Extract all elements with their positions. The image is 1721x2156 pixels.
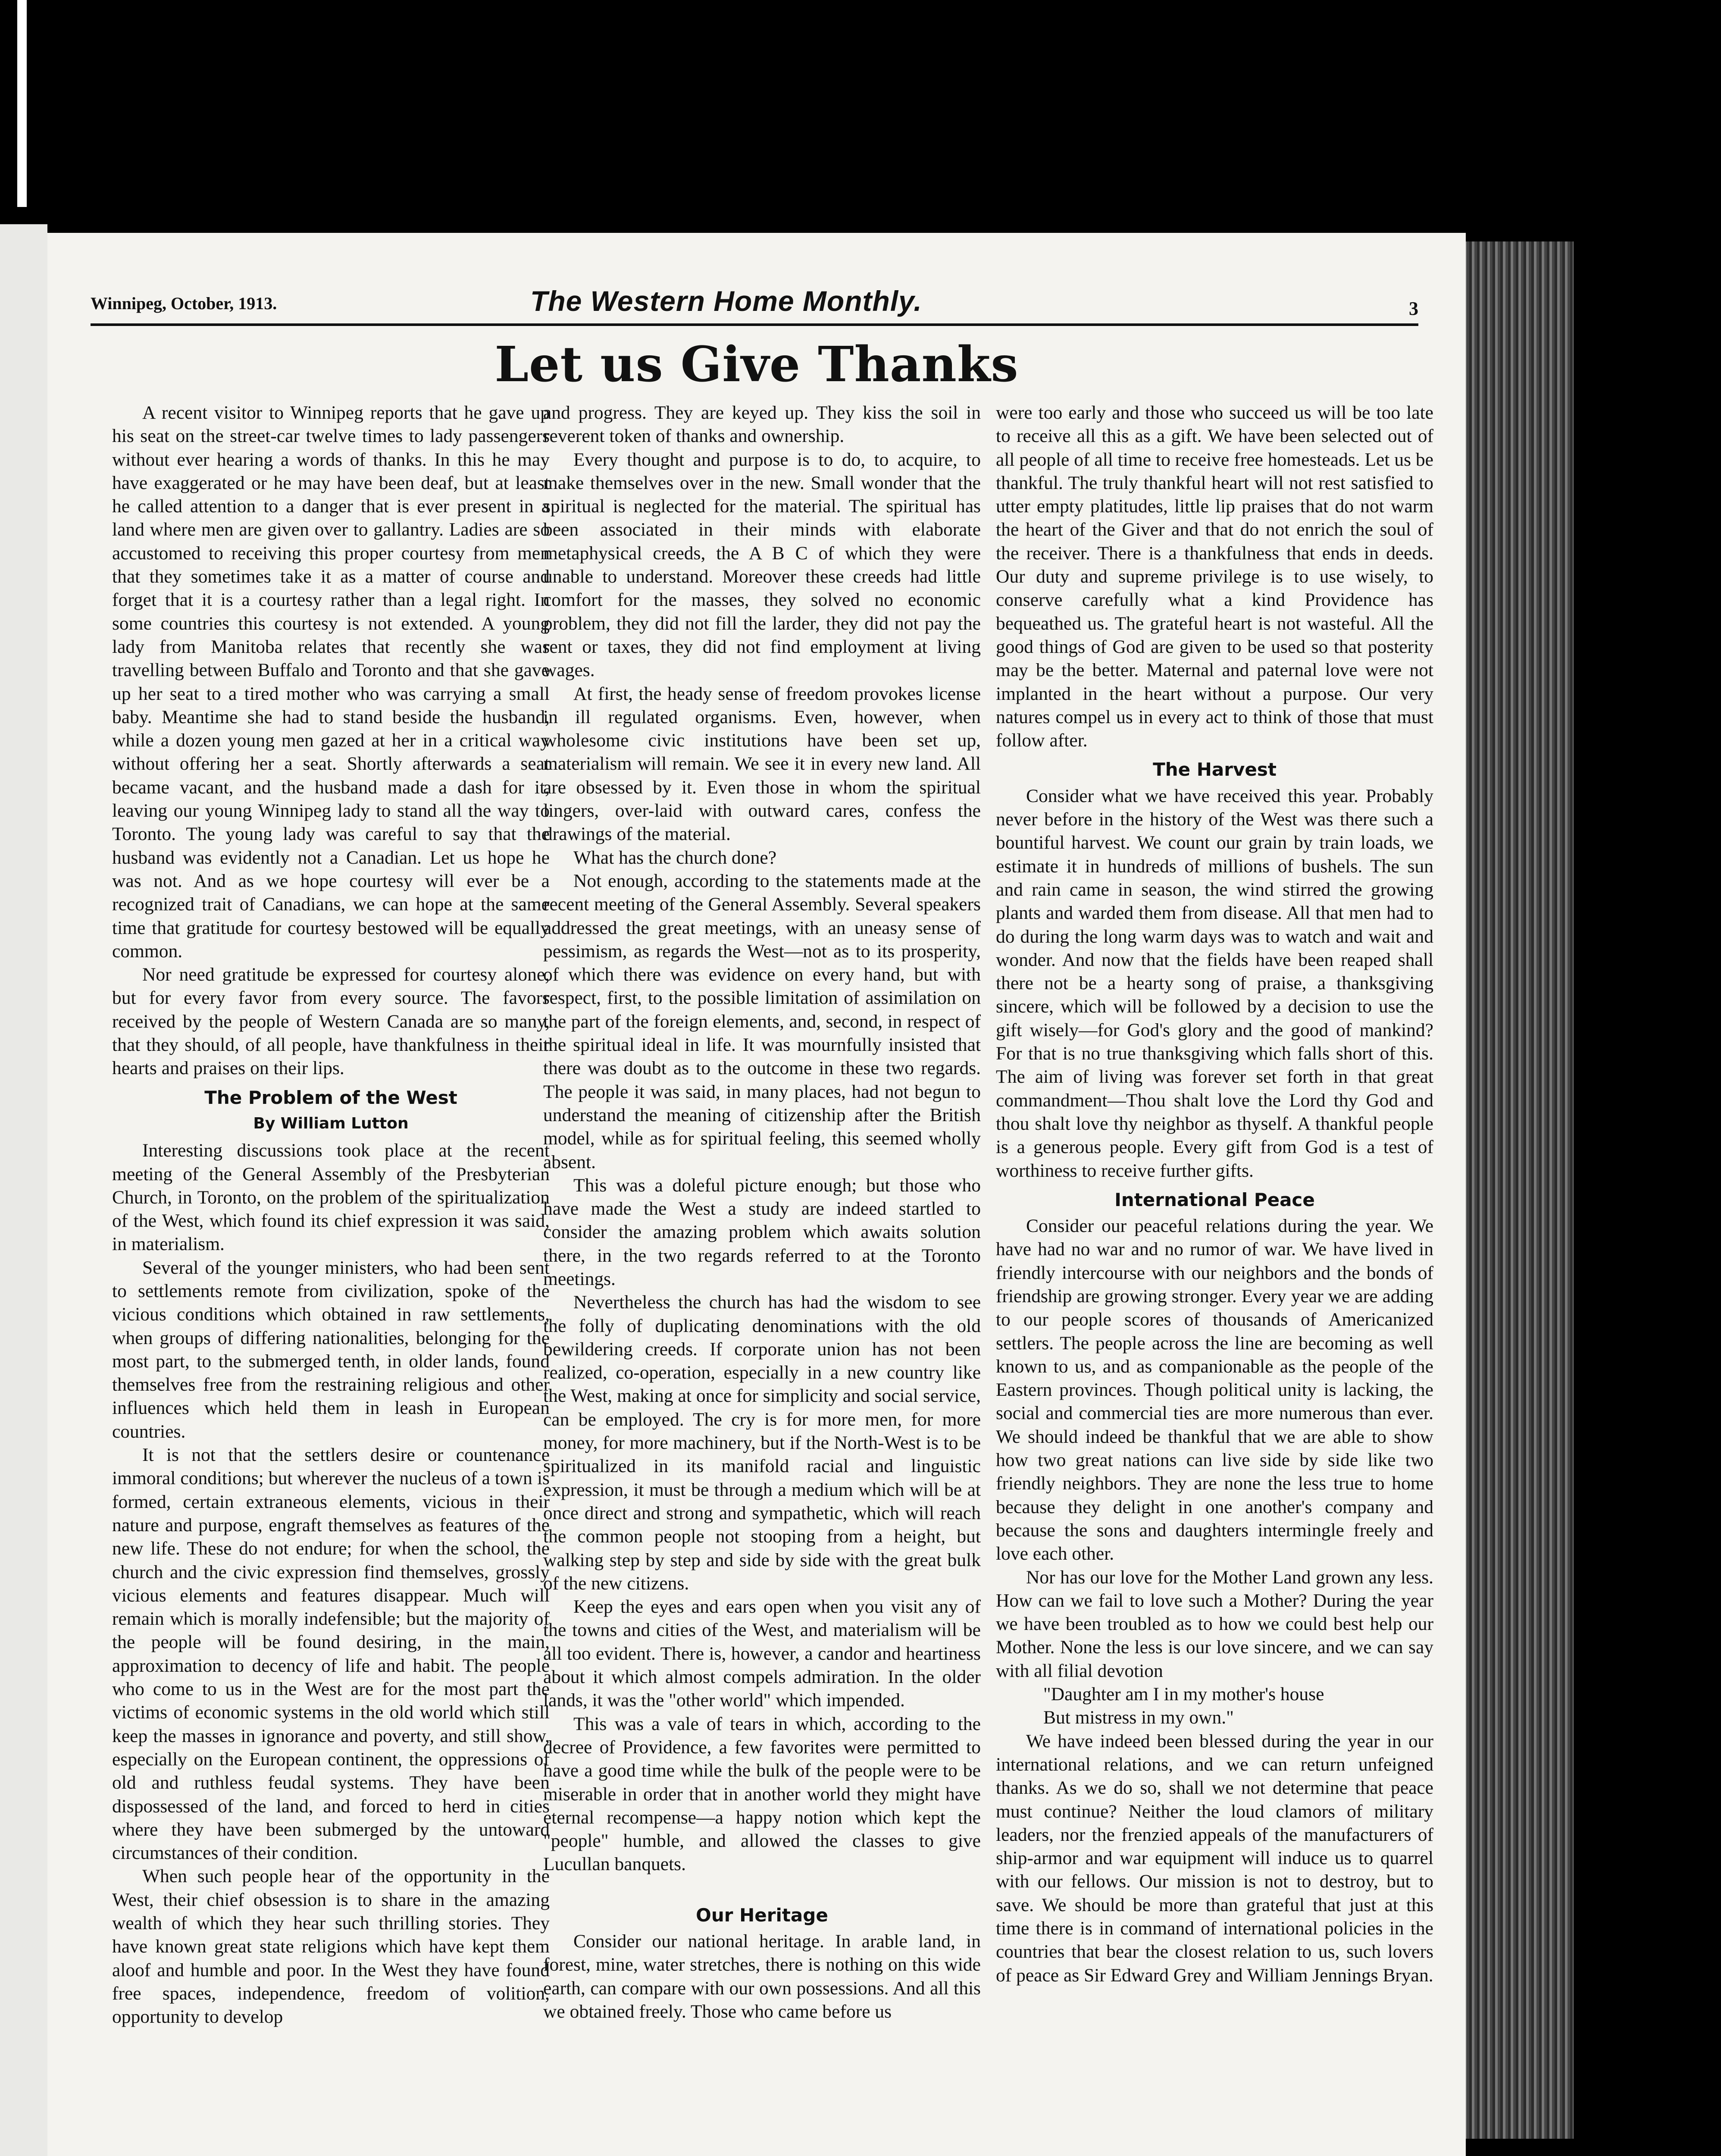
paragraph: We have indeed been blessed during the year in our international relations, and we can return unfeigned thanks. As we do so, shall we not determine that peace must continue? Neither the loud clamors of military leaders, nor the frenzied appeals of the manufacturers of ship-armor and war equipment will induce us to quarrel with our fellows. Our mission is not to destroy, but to save. We should be more than grateful that just at this time there is in command of international policies in the countries that bear the closest relation to us, such lovers of peace as Sir Edward Grey and William Jennings Bryan. [996, 1730, 1433, 1986]
paragraph: Nor has our love for the Mother Land grown any less. How can we fail to love such a Mother? During the year we have been troubled as to how we could best help our Mother. None the less is our love sincere, and we can say with all filial devotion [996, 1567, 1433, 1681]
paragraph: Not enough, according to the statements made at the recent meeting of the General Assembly. Several speakers addressed the great meetings, with an uneasy sense of pessimism, as regards the West—not as to its prosperity, of which there was evidence on every hand, but with respect, first, to the possible limitation of assimilation on the part of the foreign elements, and, second, in respect of the spiritual ideal in life. It was mournfully insisted that there was doubt as to the outcome in these two regards. The people it was said, in many places, had not begun to understand the meaning of citizenship after the British model, while as for spiritual feeling, this seemed wholly absent. [543, 870, 981, 1172]
masthead [91, 272, 1427, 323]
binding-mark-top [17, 0, 27, 207]
paragraph: were too early and those who succeed us will be too late to receive all this as a gift. We have been selected out of all people of all time to receive free homesteads. Let us be thankful. The truly thankful heart will not rest satisfied to utter empty platitudes, little lip praises that do not warm the heart of the Giver and that do not enrich the soul of the receiver. There is a thankfulness that ends in deeds. Our duty and supreme privilege is to use wisely, to conserve carefully what a kind Providence has bequeathed us. The grateful heart is not wasteful. All the good things of God are given to be used so that posterity may be the better. Maternal and paternal love were not implanted in the heart without a purpose. Our very natures compel us in every act to think of those that must follow after. [996, 402, 1433, 751]
column-2 [543, 401, 981, 2023]
column-1 [112, 401, 550, 2028]
paragraph: and progress. They are keyed up. They kiss the soil in reverent token of thanks and ownership. [543, 402, 981, 447]
issue-date: Winnipeg, October, 1913. [91, 294, 277, 313]
publication-title: The Western Home Monthly. [530, 285, 922, 317]
page-stack-edge [1461, 241, 1574, 2139]
paragraph: Several of the younger ministers, who had been sent to settlements remote from civilization, spoke of the vicious conditions which obtained in raw settlements, when groups of differing nationalities, belonging for the most part, to the submerged tenth, in older lands, found themselves free from the restraining religious and other influences which held them in leash in European countries. [112, 1257, 550, 1442]
adjacent-page-edge [0, 224, 47, 2156]
paragraph: What has the church done? [573, 847, 777, 868]
verse-line: But mistress in my own." [1043, 1707, 1234, 1728]
paragraph: Keep the eyes and ears open when you visit any of the towns and cities of the West, and materialism will be all too evident. There is, however, a candor and heartiness about it which almost compels admiration. In the older lands, it was the "other world" which impended. [543, 1596, 981, 1711]
paragraph: At first, the heady sense of freedom provokes license in ill regulated organisms. Even, however, when wholesome civic institutions have been set up, materialism will remain. We see it in every new land. All are obsessed by it. Even those in whom the spiritual lingers, over-laid with outward cares, confess the drawings of the material. [543, 683, 981, 845]
spacer [543, 1876, 981, 1898]
paragraph: This was a doleful picture enough; but those who have made the West a study are indeed startled to consider the amazing problem which awaits solution there, in the two regards referred to at the Toronto meetings. [543, 1175, 981, 1289]
section-heading-harvest: The Harvest [1153, 759, 1277, 780]
paragraph: Nor need gratitude be expressed for courtesy alone, but for every favor from every source. The favors received by the people of Western Canada are so many, that they should, of all people, have thankfulness in their hearts and praises on their lips. [112, 964, 550, 1079]
section-heading-problem: The Problem of the West [204, 1087, 457, 1108]
section-heading-peace: International Peace [1114, 1189, 1315, 1210]
section-heading-heritage: Our Heritage [696, 1904, 828, 1926]
newspaper-page [47, 233, 1466, 2156]
paragraph: This was a vale of tears in which, according to the decree of Providence, a few favorites were permitted to have a good time while the bulk of the people were to be miserable in order that in another world they might have eternal recompense—a happy notion which kept the "people" humble, and allowed the classes to give Lucullan banquets. [543, 1713, 981, 1875]
paragraph: Consider what we have received this year. Probably never before in the history of the West was there such a bountiful harvest. We count our grain by train loads, we estimate it in hundreds of millions of bushels. The sun and rain came in season, the wind stirred the growing plants and warded them from disease. All that men had to do during the long warm days was to watch and wait and wonder. And now that the fields have been reaped shall there not be a hearty song of praise, a thanksgiving sincere, which will be followed by a decision to use the gift wisely—for God's glory and the good of mankind? For that is no true thanksgiving which falls short of this. The aim of living was forever set forth in that great commandment—Thou shalt love the Lord thy God and thou shalt love thy neighbor as thyself. A thankful people is a generous people. Every gift from God is a test of worthiness to receive further gifts. [996, 785, 1433, 1181]
paragraph: It is not that the settlers desire or countenance immoral conditions; but wherever the nucleus of a town is formed, certain extraneous elements, vicious in their nature and purpose, engraft themselves as features of the new life. These do not endure; for when the school, the church and the civic expression find themselves, grossly vicious elements and features disappear. Much will remain which is morally indefensible; but the majority of the people will be found desiring, in the main, approximation to decency of life and habit. The people who come to us in the West are for the most part the victims of economic systems in the old world which still keep the masses in ignorance and poverty, and still show, especially on the European continent, the oppressions of old and ruthless feudal systems. They have been dispossessed of the land, and forced to herd in cities where they have been submerged by the untoward circumstances of their condition. [112, 1445, 550, 1864]
paragraph: A recent visitor to Winnipeg reports that he gave up his seat on the street-car twelve times to lady passengers without ever hearing a words of thanks. In this he may have exaggerated or he may have been deaf, but at least he called attention to a danger that is ever present in a land where men are given over to gallantry. Ladies are so accustomed to receiving this proper courtesy from men that they sometimes take it as a matter of course and forget that it is a courtesy rather than a legal right. In some countries this courtesy is not extended. A young lady from Manitoba relates that recently she was travelling between Buffalo and Toronto and that she gave up her seat to a tired mother who was carrying a small baby. Meantime she had to stand beside the husband, while a dozen young men gazed at her in a critical way without offering her a seat. Shortly afterwards a seat became vacant, and the husband made a dash for it, leaving our young Winnipeg lady to stand all the way to Toronto. The young lady was careful to say that the husband was evidently not a Canadian. Let us hope he was not. And as we hope courtesy will ever be a recognized trait of Canadians, we can hope at the same time that gratitude for courtesy bestowed will be equally common. [112, 402, 550, 962]
paragraph: Nevertheless the church has had the wisdom to see the folly of duplicating denominations with the old bewildering creeds. If corporate union has not been realized, co-operation, especially in a new country like the West, making at once for simplicity and social service, can be employed. The cry is for more men, for more money, for more machinery, but if the North-West is to be spiritualized in its manifold racial and linguistic expression, it must be through a medium which will be at once direct and strong and sympathetic, which will reach the common people not stooping from a height, but walking step by step and side by side with the great bulk of the new citizens. [543, 1292, 981, 1594]
article-headline: Let us Give Thanks [494, 336, 1019, 393]
paragraph: Every thought and purpose is to do, to acquire, to make themselves over in the new. Small wonder that the spiritual is neglected for the material. The spiritual has been associated in their minds with elaborate metaphysical creeds, the A B C of which they were unable to understand. Moreover these creeds had little comfort for the masses, they solved no economic problem, they did not fill the larder, they did not pay the rent or taxes, they did not find employment at living wages. [543, 449, 981, 681]
masthead-rule [91, 323, 1418, 326]
paragraph: Interesting discussions took place at the recent meeting of the General Assembly of the Presbyterian Church, in Toronto, on the problem of the spiritualization of the West, which found its chief expression it was said, in materialism. [112, 1140, 550, 1255]
paragraph: When such people hear of the opportunity in the West, their chief obsession is to share in the amazing wealth of which they hear such thrilling stories. They have known great state religions which have kept them aloof and humble and poor. In the West they have found free spaces, independence, freedom of volition, opportunity to develop [112, 1866, 550, 2028]
byline: By William Lutton [253, 1114, 409, 1132]
paragraph: Consider our peaceful relations during the year. We have had no war and no rumor of war. We have lived in friendly intercourse with our neighbors and the bonds of friendship are growing stronger. Every year we are adding to our people scores of thousands of Americanized settlers. The people across the line are becoming as well known to us, and as companionable as the people of the Eastern provinces. Though political unity is lacking, the social and commercial ties are more numerous than ever. We should indeed be thankful that we are able to show how two great nations can live side by side like two friendly neighbors. They are none the less true to home because they delight in one another's company and because the sons and daughters intermingle freely and love each other. [996, 1216, 1433, 1564]
paragraph: Consider our national heritage. In arable land, in forest, mine, water stretches, there is nothing on this wide earth, can compare with our own possessions. And all this we obtained freely. Those who came before us [543, 1931, 981, 2022]
page-number: 3 [1409, 298, 1418, 319]
verse-line: "Daughter am I in my mother's house [1043, 1684, 1324, 1705]
column-3 [996, 401, 1433, 1987]
